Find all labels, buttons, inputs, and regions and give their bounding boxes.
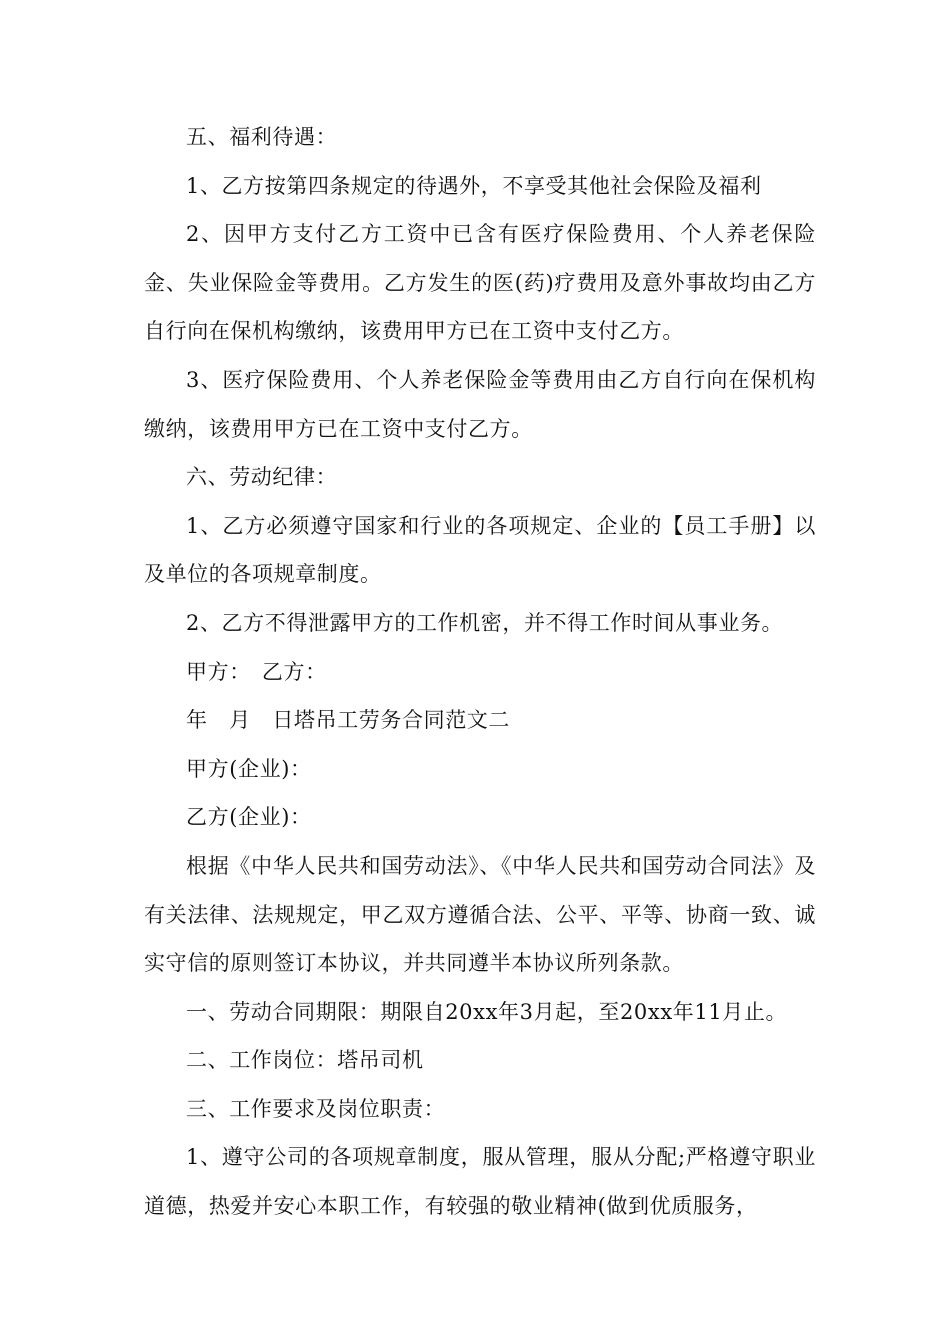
section-heading-job-requirements: 三、工作要求及岗位职责： (186, 1096, 446, 1121)
discipline-clause-2: 2、乙方不得泄露甲方的工作机密，并不得工作时间从事业务。 (186, 610, 784, 635)
welfare-clause-2: 2、因甲方支付乙方工资中已含有医疗保险费用、个人养老保险金、失业保险金等费用。乙方发生的医(药)疗费用及意外事故均由乙方自行向在保机构缴纳，该费用甲方已在工资中支付乙方。 (144, 222, 816, 344)
job-requirement-clause-1: 1、遵守公司的各项规章制度，服从管理，服从分配;严格遵守职业道德，热爱并安心本职工作，有较强的敬业精神(做到优质服务， (144, 1145, 816, 1219)
legal-basis-paragraph: 根据《中华人民共和国劳动法》、《中华人民共和国劳动合同法》及有关法律、法规规定，甲乙双方遵循合法、公平、平等、协商一致、诚实守信的原则签订本协议，并共同遵半本协议所列条款。 (144, 853, 816, 976)
welfare-clause-1: 1、乙方按第四条规定的待遇外，不享受其他社会保险及福利 (186, 173, 762, 198)
party-b-line: 乙方(企业)： (186, 805, 312, 830)
party-a-line: 甲方(企业)： (186, 756, 312, 781)
job-position-clause: 二、工作岗位：塔吊司机 (186, 1048, 424, 1073)
section-heading-welfare: 五、福利待遇： (186, 125, 338, 149)
document-body (144, 113, 816, 1231)
welfare-clause-3: 3、医疗保险费用、个人养老保险金等费用由乙方自行向在保机构缴纳，该费用甲方已在工资中支付乙方。 (144, 367, 816, 441)
discipline-clause-1: 1、乙方必须遵守国家和行业的各项规定、企业的【员工手册】以及单位的各项规章制度。 (144, 513, 816, 587)
contract-term-clause: 一、劳动合同期限：期限自20xx年3月起，至20xx年11月止。 (186, 999, 788, 1024)
date-and-contract-title: 年 月 日塔吊工劳务合同范文二 (186, 708, 510, 733)
section-heading-discipline: 六、劳动纪律： (186, 465, 338, 490)
signature-parties-line: 甲方： 乙方： (186, 659, 327, 684)
